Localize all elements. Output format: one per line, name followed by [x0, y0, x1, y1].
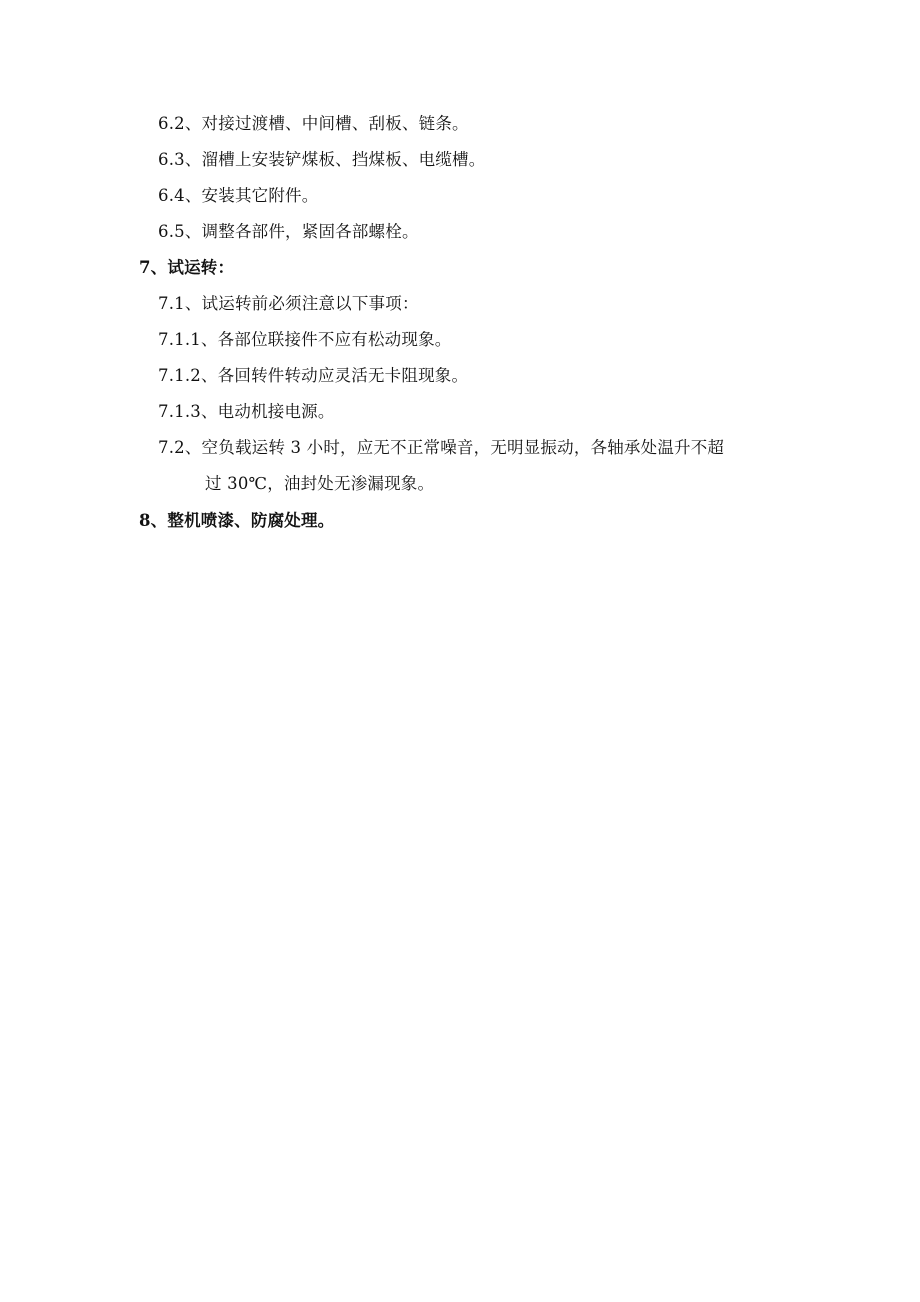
item-7-2-continuation: 过 30℃，油封处无渗漏现象。 [205, 474, 435, 493]
item-6-5: 6.5、调整各部件，紧固各部螺栓。 [158, 222, 419, 241]
item-6-4: 6.4、安装其它附件。 [158, 186, 319, 205]
item-7-1-2: 7.1.2、各回转件转动应灵活无卡阻现象。 [158, 366, 469, 385]
section-heading-7: 7、试运转： [139, 258, 235, 277]
item-7-2: 7.2、空负载运转 3 小时，应无不正常噪音，无明显振动，各轴承处温升不超 [158, 438, 725, 457]
item-6-2: 6.2、对接过渡槽、中间槽、刮板、链条。 [158, 114, 469, 133]
item-7-1: 7.1、试运转前必须注意以下事项： [158, 294, 419, 313]
item-7-1-3: 7.1.3、电动机接电源。 [158, 402, 335, 421]
section-heading-8: 8、整机喷漆、防腐处理。 [139, 511, 335, 530]
item-6-3: 6.3、溜槽上安装铲煤板、挡煤板、电缆槽。 [158, 150, 486, 169]
item-7-1-1: 7.1.1、各部位联接件不应有松动现象。 [158, 330, 452, 349]
